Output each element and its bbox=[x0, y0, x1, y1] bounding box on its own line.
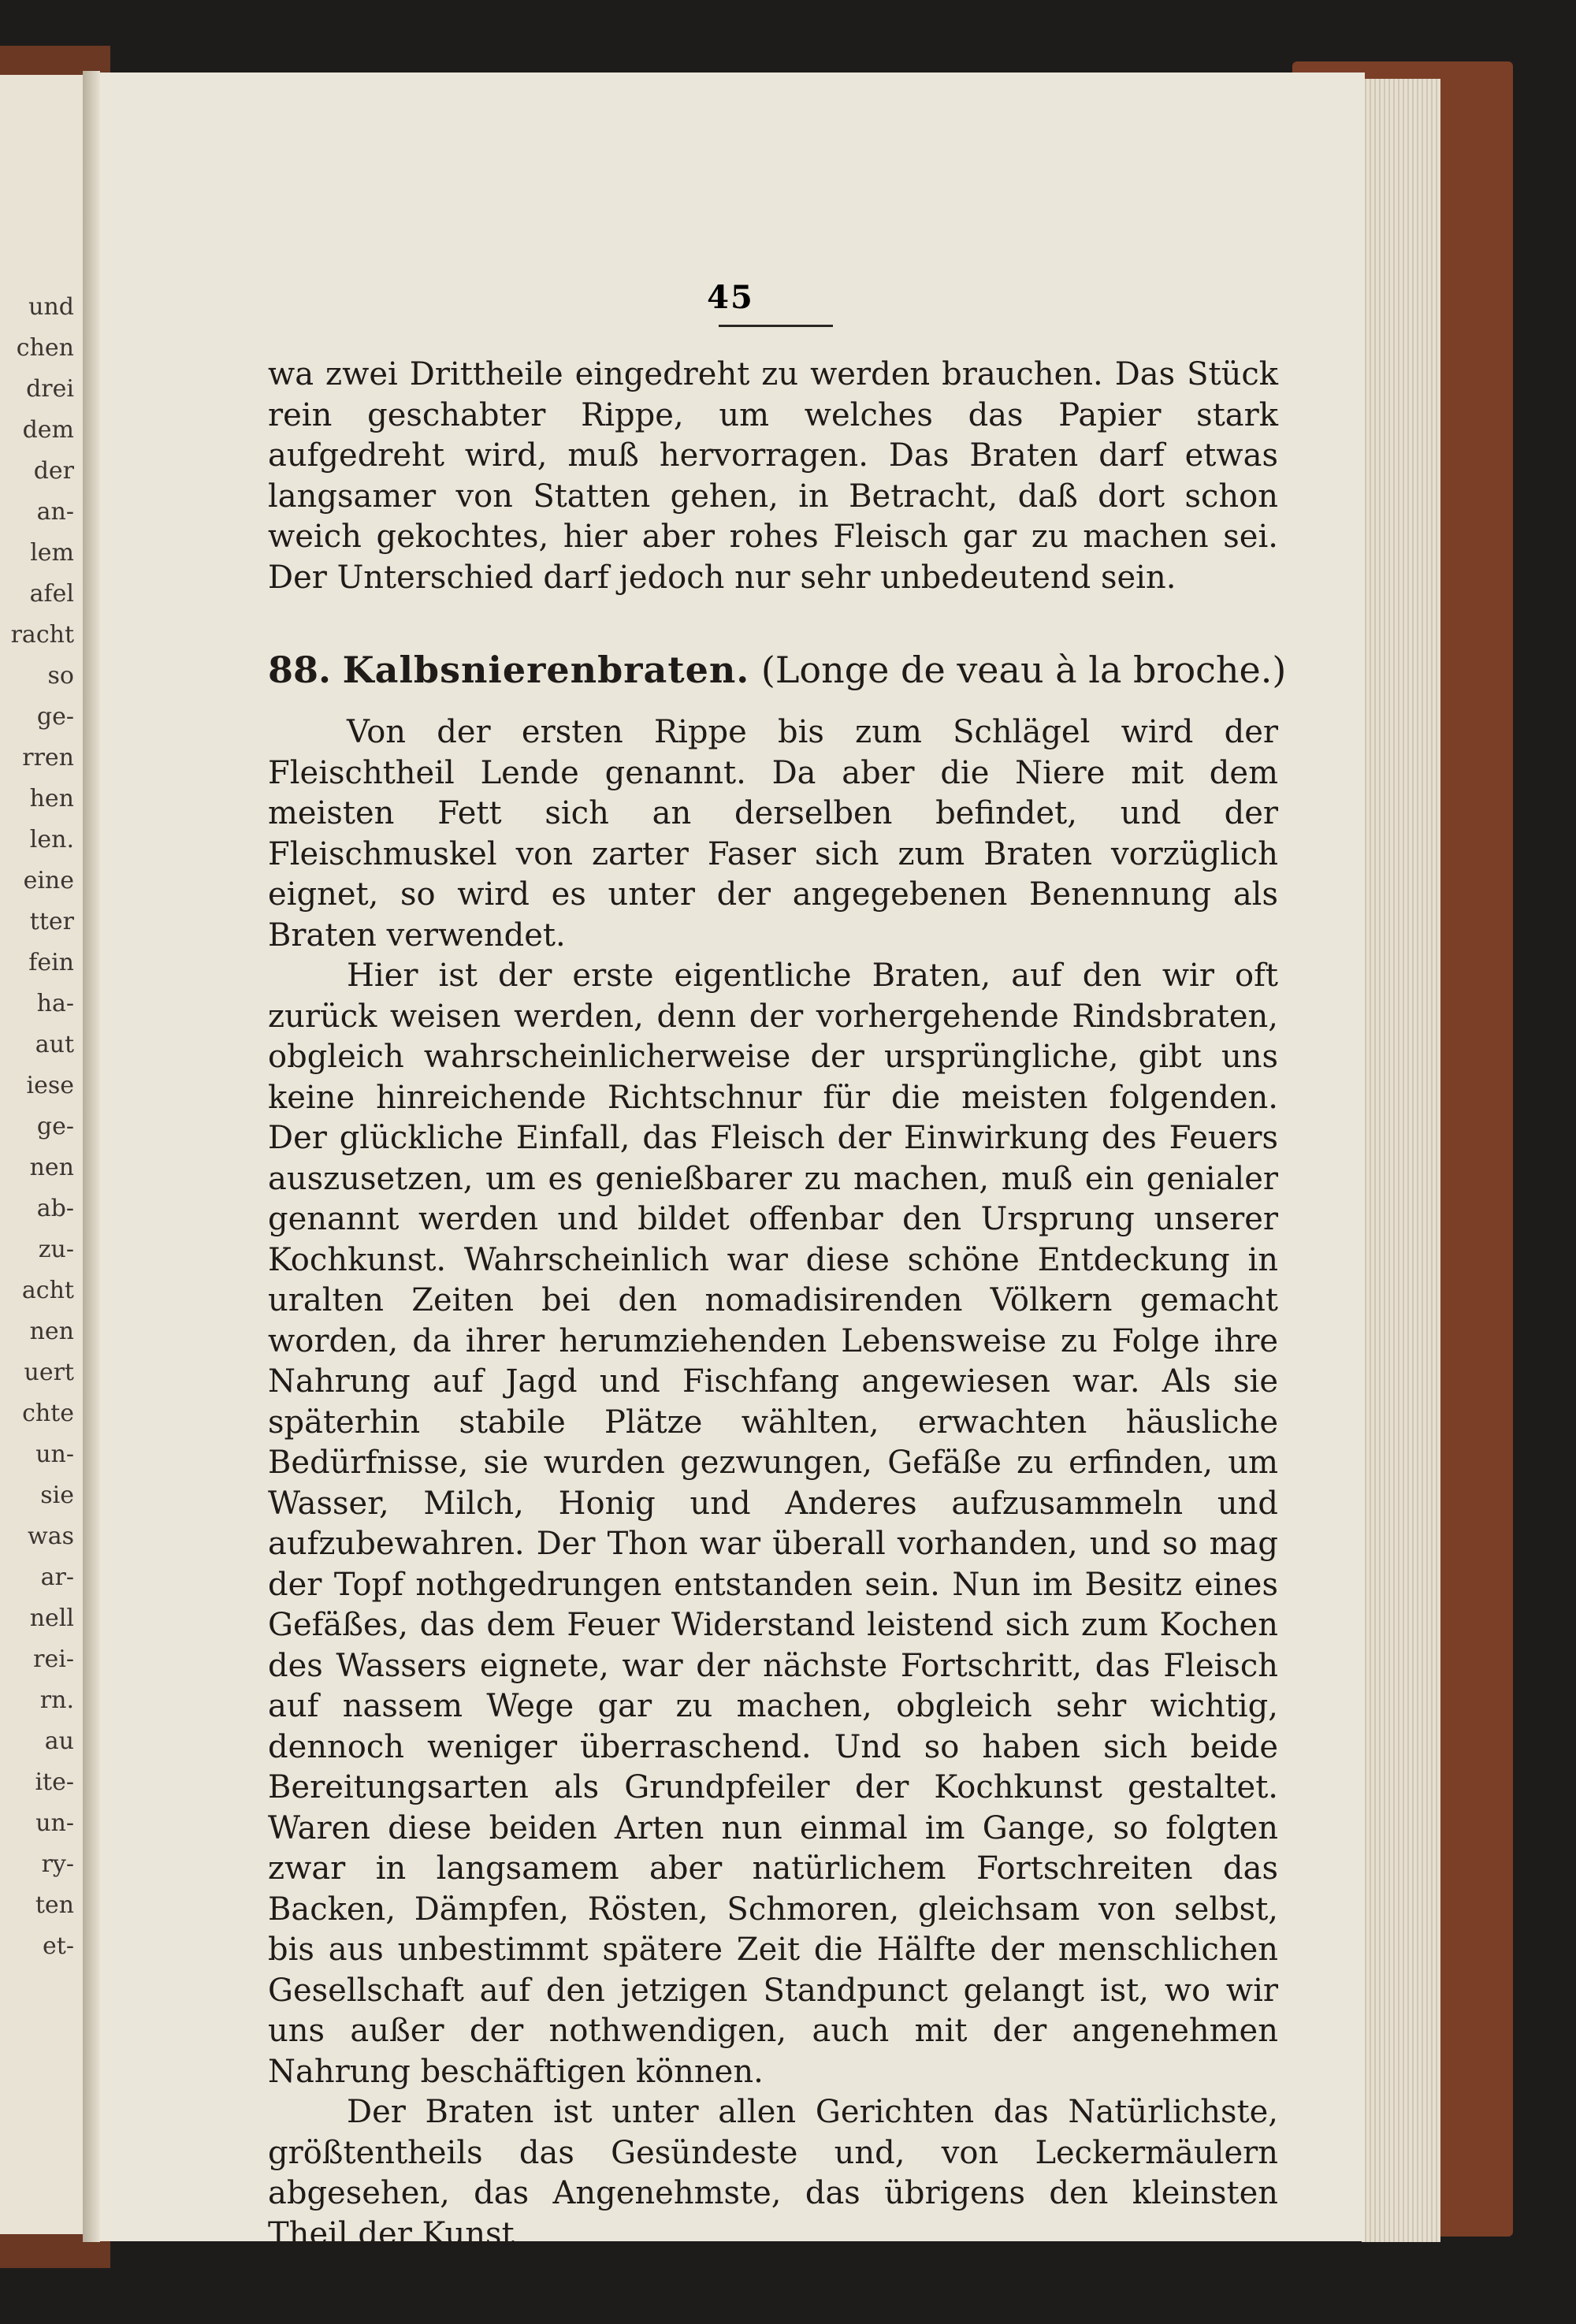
left-page-fragment: lem bbox=[30, 539, 74, 567]
body-text bbox=[268, 712, 1278, 2255]
left-page bbox=[0, 75, 85, 2234]
left-page-fragment: uert bbox=[24, 1359, 74, 1386]
left-page-fragment: so bbox=[47, 662, 74, 690]
left-page-fragment: ha- bbox=[36, 990, 74, 1017]
section-title: Kalbsnierenbraten. bbox=[342, 649, 750, 691]
left-page-fragment: drei bbox=[26, 375, 74, 403]
left-page-fragment: der bbox=[33, 457, 74, 485]
left-page-fragment: was bbox=[28, 1523, 74, 1550]
left-page-fragment: chte bbox=[22, 1400, 74, 1427]
left-page-fragment: iese bbox=[26, 1072, 74, 1099]
left-page-fragment: ry- bbox=[41, 1850, 74, 1878]
page-number-rule bbox=[719, 325, 833, 327]
left-page-fragment: rn. bbox=[39, 1686, 74, 1714]
left-page-fragment: ten bbox=[35, 1891, 74, 1919]
left-page-fragment: nell bbox=[29, 1604, 74, 1632]
left-page-fragment: un- bbox=[35, 1809, 74, 1837]
paragraph-2: Hier ist der erste eigentliche Braten, auf den wir oft zurück weisen werden, denn der vorhergehende Rindsbraten, obgleich wahrscheinlicherweise der ursprüngliche, gibt uns keine hinreichende Richtschnur für die meisten folgenden. Der glückliche Einfall, das Fleisch der Einwirkung des Feuers auszusetzen, um es genießbarer zu machen, muß ein genialer genannt werden und bildet offenbar den Ursprung unserer Kochkunst. Wahrscheinlich war diese schöne Entdeckung in uralten Zeiten bei den nomadisirenden Völkern gemacht worden, da ihrer herumziehenden Lebensweise zu Folge ihre Nahrung auf Jagd und Fischfang angewiesen war. Als sie späterhin stabile Plätze wählten, erwachten häusliche Bedürfnisse, sie wurden gezwungen, Gefäße zu erfinden, um Wasser, Milch, Honig und Anderes aufzusammeln und aufzubewahren. Der Thon war überall vorhanden, und so mag der Topf nothgedrungen entstanden sein. Nun im Besitz eines Gefäßes, das dem Feuer Widerstand leistend sich zum Kochen des Wassers eignete, war der nächste Fortschritt, das Fleisch auf nassem Wege gar zu machen, obgleich sehr wichtig, dennoch weniger überraschend. Und so haben sich beide Bereitungsarten als Grundpfeiler der Kochkunst gestaltet. Waren diese beiden Arten nun einmal im Gange, so folgten zwar in langsamem aber natürlichem Fortschreiten das Backen, Dämpfen, Rösten, Schmoren, gleichsam von selbst, bis aus unbestimmt spätere Zeit die Hälfte der menschlichen Gesellschaft auf den jetzigen Standpunct gelangt ist, wo wir uns außer der nothwendigen, auch mit der angenehmen Nahrung beschäftigen können. bbox=[268, 957, 1278, 2090]
page-edges bbox=[1362, 79, 1440, 2242]
section-number: 88. bbox=[268, 649, 332, 691]
left-page-fragment: acht bbox=[21, 1277, 74, 1304]
left-page-fragment: eine bbox=[23, 867, 74, 894]
left-page-fragment: ab- bbox=[36, 1195, 74, 1222]
left-page-fragment: rei- bbox=[33, 1645, 74, 1673]
left-page-fragment: und bbox=[28, 293, 74, 321]
left-page-fragment: un- bbox=[35, 1441, 74, 1468]
paragraph-1: Von der ersten Rippe bis zum Schlägel wird der Fleischtheil Lende genannt. Da aber die Niere mit dem meisten Fett sich an derselben befindet, und der Fleischmuskel von zarter Faser sich zum Braten vorzüglich eignet, so wird es unter der angegebenen Benennung als Braten verwendet. bbox=[268, 714, 1278, 954]
left-page-fragment: et- bbox=[43, 1932, 74, 1960]
intro-paragraph-block bbox=[268, 355, 1278, 598]
paragraph-3: Der Braten ist unter allen Gerichten das Natürlichste, größtentheils das Gesündeste und, von Leckermäulern abgesehen, das Angenehmste, das übrigens den kleinsten Theil der Kunst bbox=[268, 2094, 1278, 2252]
page-number: 45 bbox=[707, 279, 754, 316]
left-page-fragment: aut bbox=[35, 1031, 74, 1058]
left-page-fragment: nen bbox=[29, 1154, 74, 1181]
left-page-fragment: ite- bbox=[35, 1768, 74, 1796]
section-heading bbox=[268, 646, 1287, 693]
left-page-fragment: ar- bbox=[40, 1564, 74, 1591]
left-page-fragment: len. bbox=[29, 826, 74, 853]
left-page-fragment: an- bbox=[36, 498, 74, 526]
left-page-fragment: ge- bbox=[36, 1113, 74, 1140]
left-page-fragment: au bbox=[44, 1727, 74, 1755]
left-page-fragment: sie bbox=[40, 1482, 74, 1509]
left-page-fragment: racht bbox=[10, 621, 74, 649]
page-gutter bbox=[83, 71, 100, 2242]
left-page-fragment: fein bbox=[28, 949, 74, 976]
left-page-fragment: ge- bbox=[36, 703, 74, 731]
left-page-fragment: nen bbox=[29, 1318, 74, 1345]
intro-paragraph: wa zwei Drittheile eingedreht zu werden brauchen. Das Stück rein geschabter Rippe, um welches das Papier stark aufgedreht wird, muß hervorragen. Das Braten darf etwas langsamer von Statten gehen, in Betracht, daß dort schon weich gekochtes, hier aber rohes Fleisch gar zu machen sei. Der Unterschied darf jedoch nur sehr unbedeutend sein. bbox=[268, 356, 1278, 596]
book-page bbox=[96, 73, 1365, 2252]
left-page-fragment: tter bbox=[29, 908, 74, 935]
left-page-fragment: afel bbox=[29, 580, 74, 608]
left-page-fragment: rren bbox=[22, 744, 74, 772]
section-subtitle: (Longe de veau à la broche.) bbox=[760, 649, 1287, 691]
left-page-fragment: chen bbox=[16, 334, 74, 362]
left-page-fragment: hen bbox=[29, 785, 74, 812]
left-page-fragment: zu- bbox=[38, 1236, 74, 1263]
left-page-fragment: dem bbox=[22, 416, 74, 444]
